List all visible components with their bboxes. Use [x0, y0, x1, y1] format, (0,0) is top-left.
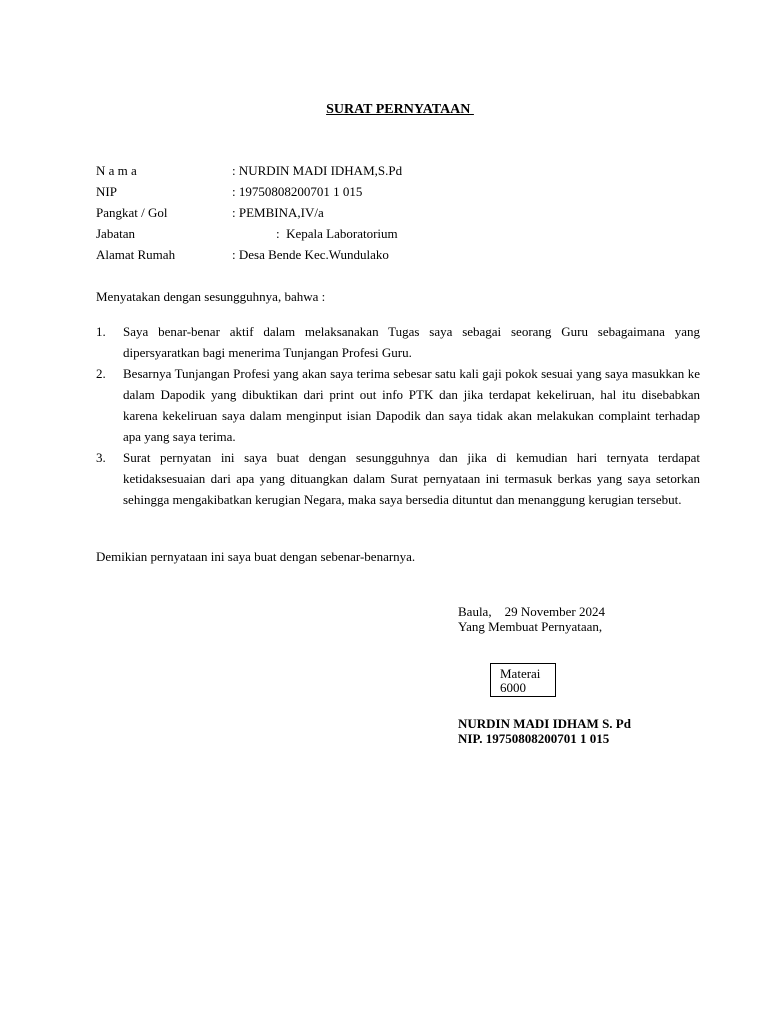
identity-label: N a m a [96, 163, 137, 178]
statement-item [96, 363, 700, 447]
identity-value: : NURDIN MADI IDHAM,S.Pd [232, 163, 403, 178]
signature-header [458, 604, 605, 634]
identity-value: : Desa Bende Kec.Wundulako [232, 247, 389, 262]
place-date: Baula, 29 November 2024 [458, 604, 605, 619]
identity-value: : 19750808200701 1 015 [232, 184, 363, 199]
signer-role: Yang Membuat Pernyataan, [458, 619, 603, 634]
materai-stamp-box [490, 663, 556, 697]
statement-number: 2. [96, 366, 106, 381]
identity-label: Alamat Rumah [96, 247, 176, 262]
statement-number: 3. [96, 450, 106, 465]
identity-value: : PEMBINA,IV/a [232, 205, 324, 220]
statement-item [96, 447, 700, 510]
materai-label: Materai [500, 666, 541, 681]
statement-list [96, 321, 700, 510]
statement-number: 1. [96, 324, 106, 339]
signer-name: NURDIN MADI IDHAM S. Pd [458, 716, 631, 731]
identity-label: NIP [96, 184, 117, 199]
statement-text: Besarnya Tunjangan Profesi yang akan saya terima sebesar satu kali gaji pokok sesuai yang saya masukkan ke dalam Dapodik yang dibuktikan dari print out info PTK dan jika terdapat kekeliruan, hal itu disebabkan karena kekeliruan saya dalam menginput isian Dapodik dan saya tidak akan melakukan complaint terhadap apa yang saya terima. [123, 366, 700, 444]
identity-value: : Kepala Laboratorium [276, 226, 398, 241]
identity-label: Pangkat / Gol [96, 205, 168, 220]
document-title: SURAT PERNYATAAN [326, 102, 474, 117]
signer-nip: NIP. 19750808200701 1 015 [458, 731, 610, 746]
statement-text: Saya benar-benar aktif dalam melaksanakan Tugas saya sebagai seorang Guru sebagaimana yang dipersyaratkan bagi menerima Tunjangan Profesi Guru. [123, 324, 700, 360]
materai-value: 6000 [500, 680, 526, 695]
signer-block [458, 716, 631, 746]
statement-text: Surat pernyatan ini saya buat dengan sesungguhnya dan jika di kemudian hari ternyata terdapat ketidaksesuaian dari apa yang dituangkan dalam Surat pernyataan ini termasuk berkas yang saya setorkan sehingga mengakibatkan kerugian Negara, maka saya bersedia dituntut dan menanggung kerugian tersebut. [123, 450, 700, 507]
statement-item [96, 321, 700, 363]
identity-label: Jabatan [96, 226, 135, 241]
intro-text: Menyatakan dengan sesungguhnya, bahwa : [96, 289, 326, 304]
closing-text: Demikian pernyataan ini saya buat dengan sebenar-benarnya. [96, 549, 416, 564]
